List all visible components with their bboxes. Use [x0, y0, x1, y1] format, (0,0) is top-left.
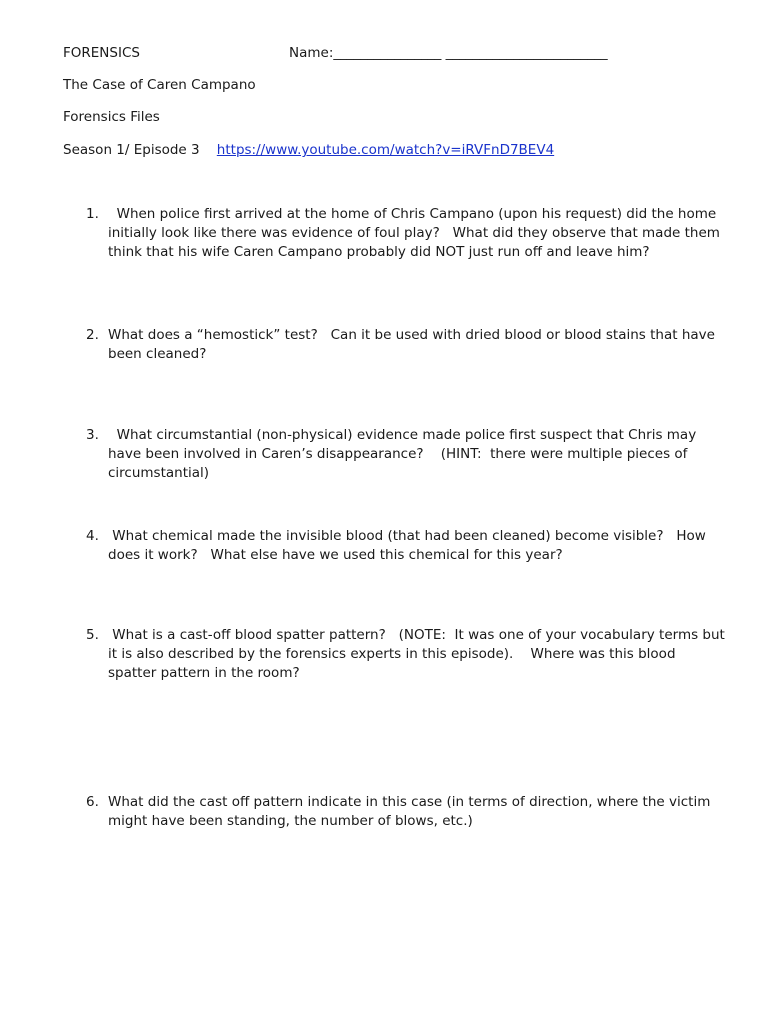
show-title: Forensics Files — [63, 109, 160, 125]
question-number: 3. — [86, 427, 99, 443]
question-number: 1. — [86, 206, 99, 222]
name-field: Name:________________ ________________________ — [289, 45, 608, 61]
question-text: What chemical made the invisible blood (that had been cleaned) become visible? How does it work? What else have we used this chemical for this year? — [108, 528, 711, 563]
question-number: 5. — [86, 627, 99, 643]
question-number: 2. — [86, 327, 99, 343]
case-title: The Case of Caren Campano — [63, 77, 256, 93]
episode-label: Season 1/ Episode 3 — [63, 142, 200, 158]
video-link[interactable]: https://www.youtube.com/watch?v=iRVFnD7BEV4 — [216, 142, 555, 158]
question-text: What circumstantial (non-physical) evidence made police first suspect that Chris may have been involved in Caren’s disappearance? (HINT: there were multiple pieces of circumstantial) — [108, 427, 701, 481]
question-number: 4. — [86, 528, 99, 544]
episode-row — [63, 141, 554, 160]
question-text: What is a cast-off blood spatter pattern? (NOTE: It was one of your vocabulary terms but it is also described by the forensics experts in this episode). Where was this blood spatter pattern in the room? — [108, 627, 730, 681]
question-text: What did the cast off pattern indicate in this case (in terms of direction, where the victim might have been standing, the number of blows, etc.) — [108, 794, 715, 829]
course-label: FORENSICS — [63, 45, 140, 61]
question-text: When police first arrived at the home of Chris Campano (upon his request) did the home initially look like there was evidence of foul play? What did they observe that made them think that his wife Caren Campano probably did NOT just run off and leave him? — [108, 206, 725, 260]
question-text: What does a “hemostick” test? Can it be used with dried blood or blood stains that have been cleaned? — [108, 327, 720, 362]
question-number: 6. — [86, 794, 99, 810]
header-row — [63, 44, 768, 63]
